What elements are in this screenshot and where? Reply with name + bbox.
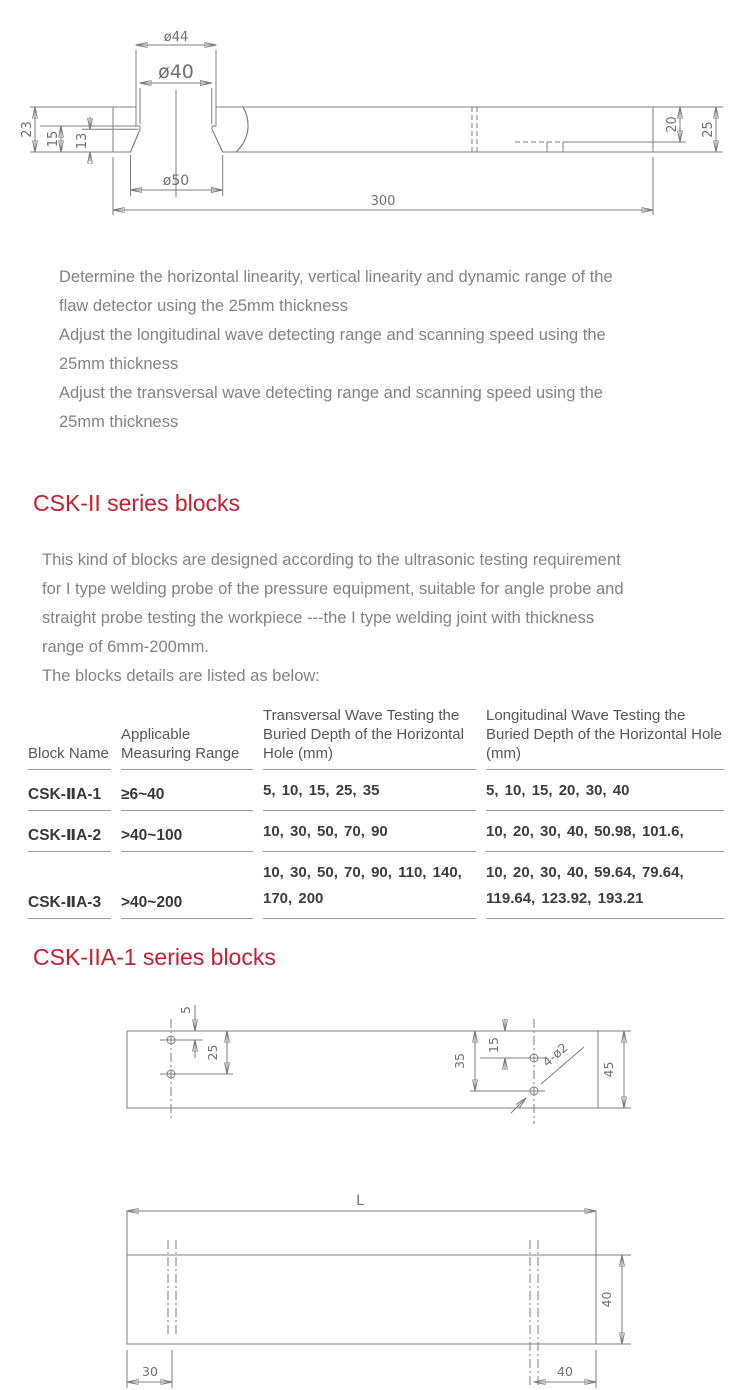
intro-paragraph xyxy=(59,263,613,437)
transversal-depths: 10, 30, 50, 70, 90 xyxy=(263,811,476,852)
dim-label-15: 15 xyxy=(486,1037,501,1053)
intro-line: Adjust the longitudinal wave detecting range and scanning speed using the xyxy=(59,326,606,344)
dim-label-40-height: 40 xyxy=(599,1291,614,1308)
description-line: range of 6mm-200mm. xyxy=(42,638,209,656)
dim-label-40-offset: 40 xyxy=(557,1364,573,1379)
dim-label-15: 15 xyxy=(46,130,61,148)
description-line: The blocks details are listed as below: xyxy=(42,667,320,685)
table-row xyxy=(28,811,724,852)
longitudinal-depths: 10, 20, 30, 40, 59.64, 79.64, 119.64, 123.92, 193.21 xyxy=(486,852,724,919)
dim-label-25: 25 xyxy=(205,1044,220,1061)
csk2a1-face-view-drawing xyxy=(0,995,750,1135)
intro-line: Determine the horizontal linearity, vertical linearity and dynamic range of the xyxy=(59,268,613,286)
block-name: CSK-ⅡA-3 xyxy=(28,852,111,919)
csk2-block-cross-section-drawing xyxy=(0,0,750,240)
intro-line: Adjust the transversal wave detecting range and scanning speed using the xyxy=(59,384,603,402)
col-header-block-name: Block Name xyxy=(28,706,111,770)
blocks-table xyxy=(18,706,734,919)
longitudinal-depths: 10, 20, 30, 40, 50.98, 101.6, xyxy=(486,811,724,852)
description-line: This kind of blocks are designed according to the ultrasonic testing requirement xyxy=(42,551,621,569)
table-row xyxy=(28,770,724,811)
dim-label-dia40: ø40 xyxy=(158,61,194,83)
intro-line: flaw detector using the 25mm thickness xyxy=(59,297,348,315)
section-title-csk2: CSK-II series blocks xyxy=(33,490,241,516)
description-line: for I type welding probe of the pressure equipment, suitable for angle probe and xyxy=(42,580,624,598)
section-title-csk2a1: CSK-IIA-1 series blocks xyxy=(33,944,276,970)
longitudinal-depths: 5, 10, 15, 20, 30, 40 xyxy=(486,770,724,811)
table-header-row xyxy=(28,706,724,770)
col-header-measuring-range: Applicable Measuring Range xyxy=(121,706,253,770)
dim-label-20: 20 xyxy=(665,116,680,133)
dim-label-25: 25 xyxy=(701,121,716,138)
description-line: straight probe testing the workpiece ---the I type welding joint with thickness xyxy=(42,609,595,627)
dim-label-30: 30 xyxy=(142,1364,158,1379)
dim-label-5: 5 xyxy=(178,1006,193,1014)
intro-line: 25mm thickness xyxy=(59,355,179,373)
table-row xyxy=(28,852,724,919)
dim-label-L: L xyxy=(356,1193,364,1209)
dim-label-dia44: ø44 xyxy=(163,30,189,45)
csk2-description xyxy=(42,546,624,691)
transversal-depths: 10, 30, 50, 70, 90, 110, 140, 170, 200 xyxy=(263,852,476,919)
right-section-hatch xyxy=(212,107,248,152)
transversal-depths: 5, 10, 15, 25, 35 xyxy=(263,770,476,811)
measuring-range: >40~200 xyxy=(121,852,253,919)
measuring-range: ≥6~40 xyxy=(121,770,253,811)
block-name: CSK-ⅡA-1 xyxy=(28,770,111,811)
dim-label-4xdia2: 4-ø2 xyxy=(539,1039,571,1070)
measuring-range: >40~100 xyxy=(121,811,253,852)
block-name: CSK-ⅡA-2 xyxy=(28,811,111,852)
col-header-transversal: Transversal Wave Testing the Buried Depth of the Horizontal Hole (mm) xyxy=(263,706,476,770)
dim-label-13: 13 xyxy=(75,132,90,150)
dim-label-45: 45 xyxy=(601,1061,616,1078)
dim-label-23: 23 xyxy=(20,121,35,138)
dim-label-dia50: ø50 xyxy=(162,173,190,189)
intro-line: 25mm thickness xyxy=(59,413,179,431)
csk2a1-side-view-drawing xyxy=(0,1190,750,1390)
col-header-longitudinal: Longitudinal Wave Testing the Buried Depth of the Horizontal Hole (mm) xyxy=(486,706,724,770)
dim-label-300: 300 xyxy=(370,194,396,209)
dim-label-35: 35 xyxy=(452,1053,467,1069)
